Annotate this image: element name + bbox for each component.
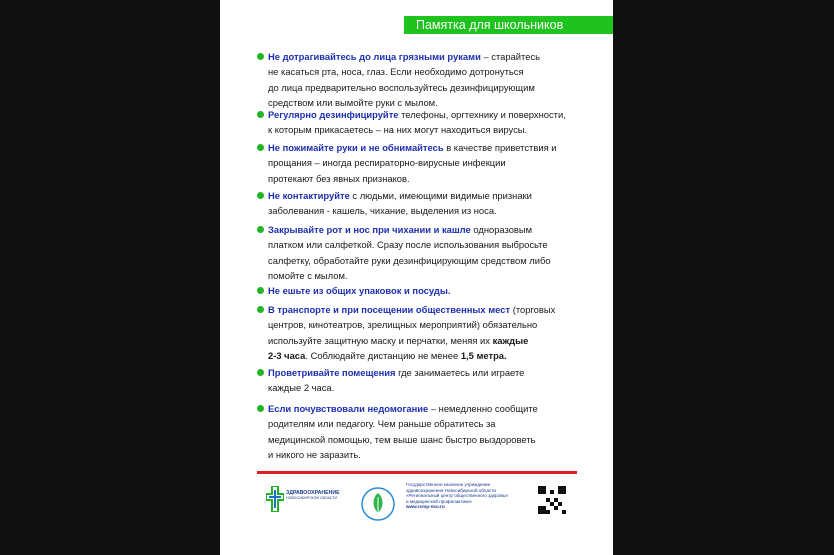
tip-highlight: Закрывайте рот и нос при чихании и кашле: [268, 224, 471, 235]
bullet-icon: [257, 192, 264, 199]
tip-item: Проветривайте помещения где занимаетесь или играете каждые 2 часа.: [268, 365, 584, 396]
tip-highlight: Не пожимайте руки и не обнимайтесь: [268, 142, 444, 153]
logo-subtitle: НОВОСИБИРСКОЙ ОБЛАСТИ: [286, 496, 338, 500]
tip-highlight: Не дотрагивайтесь до лица грязными руками: [268, 51, 481, 62]
tip-item: В транспорте и при посещении общественных мест (торговых центров, кинотеатров, зрелищных мероприятий) обязательно используйте защитную маску и перчатки, меняя их каждые 2-3 часа. Соблюдайте дистанцию не менее 1,5 метра.: [268, 302, 584, 363]
bullet-icon: [257, 405, 264, 412]
tip-highlight: Не контактируйте: [268, 190, 350, 201]
bullet-icon: [257, 226, 264, 233]
logo-title: ЗДРАВООХРАНЕНИЕ: [286, 490, 340, 496]
tip-highlight: Проветривайте помещения: [268, 367, 396, 378]
organization-info: Государственное казенное учреждение здравоохранения Новосибирской области «Региональный центр общественного здоровья и медицинской профилактики» www.rcmp-nso.ru: [406, 482, 556, 510]
bullet-icon: [257, 111, 264, 118]
tip-highlight: Если почувствовали недомогание: [268, 403, 429, 414]
organization-website[interactable]: www.rcmp-nso.ru: [406, 504, 445, 510]
bullet-icon: [257, 306, 264, 313]
tip-item: Регулярно дезинфицируйте телефоны, оргтехнику и поверхности, к которым прикасаетесь – на них могут находиться вирусы.: [268, 107, 584, 138]
leaflet-title-banner: Памятка для школьников: [404, 16, 613, 34]
tip-highlight: Не ешьте из общих упаковок и посуды.: [268, 285, 451, 296]
footer: [220, 478, 613, 555]
qr-code-icon: [538, 486, 566, 514]
bullet-icon: [257, 144, 264, 151]
bullet-icon: [257, 53, 264, 60]
bullet-icon: [257, 287, 264, 294]
tip-item: Закрывайте рот и нос при чихании и кашле одноразовым платком или салфеткой. Сразу после использования выбросьте салфетку, обработайте руки дезинфицирующим средством либо помойте с мылом.: [268, 222, 584, 283]
tip-item: [268, 283, 584, 298]
tip-highlight: Регулярно дезинфицируйте: [268, 109, 399, 120]
tip-item: Не пожимайте руки и не обнимайтесь в качестве приветствия и прощания – иногда респираторно-вирусные инфекции протекают без явных признаков.: [268, 140, 584, 186]
health-ministry-logo: [266, 484, 356, 518]
tip-item: Не контактируйте с людьми, имеющими видимые признаки заболевания - кашель, чихание, выделения из носа.: [268, 188, 584, 219]
tip-item: Если почувствовали недомогание – немедленно сообщите родителям или педагогу. Чем раньше обратитесь за медицинской помощью, тем выше шанс быстро выздороветь и никого не заразить.: [268, 401, 584, 462]
tip-item: Не дотрагивайтесь до лица грязными руками – старайтесь не касаться рта, носа, глаз. Если необходимо дотронуться до лица предварительно воспользуйтесь дезинфицирующим средством или вымойте руки с мылом.: [268, 49, 584, 110]
leaf-logo-icon: [360, 486, 396, 522]
bullet-icon: [257, 369, 264, 376]
prevention-center-logo: [360, 486, 396, 522]
tip-highlight: В транспорте и при посещении общественных мест: [268, 304, 511, 315]
cross-logo-icon: [266, 486, 284, 512]
leaflet-page: [220, 0, 613, 555]
red-divider: [257, 471, 577, 474]
